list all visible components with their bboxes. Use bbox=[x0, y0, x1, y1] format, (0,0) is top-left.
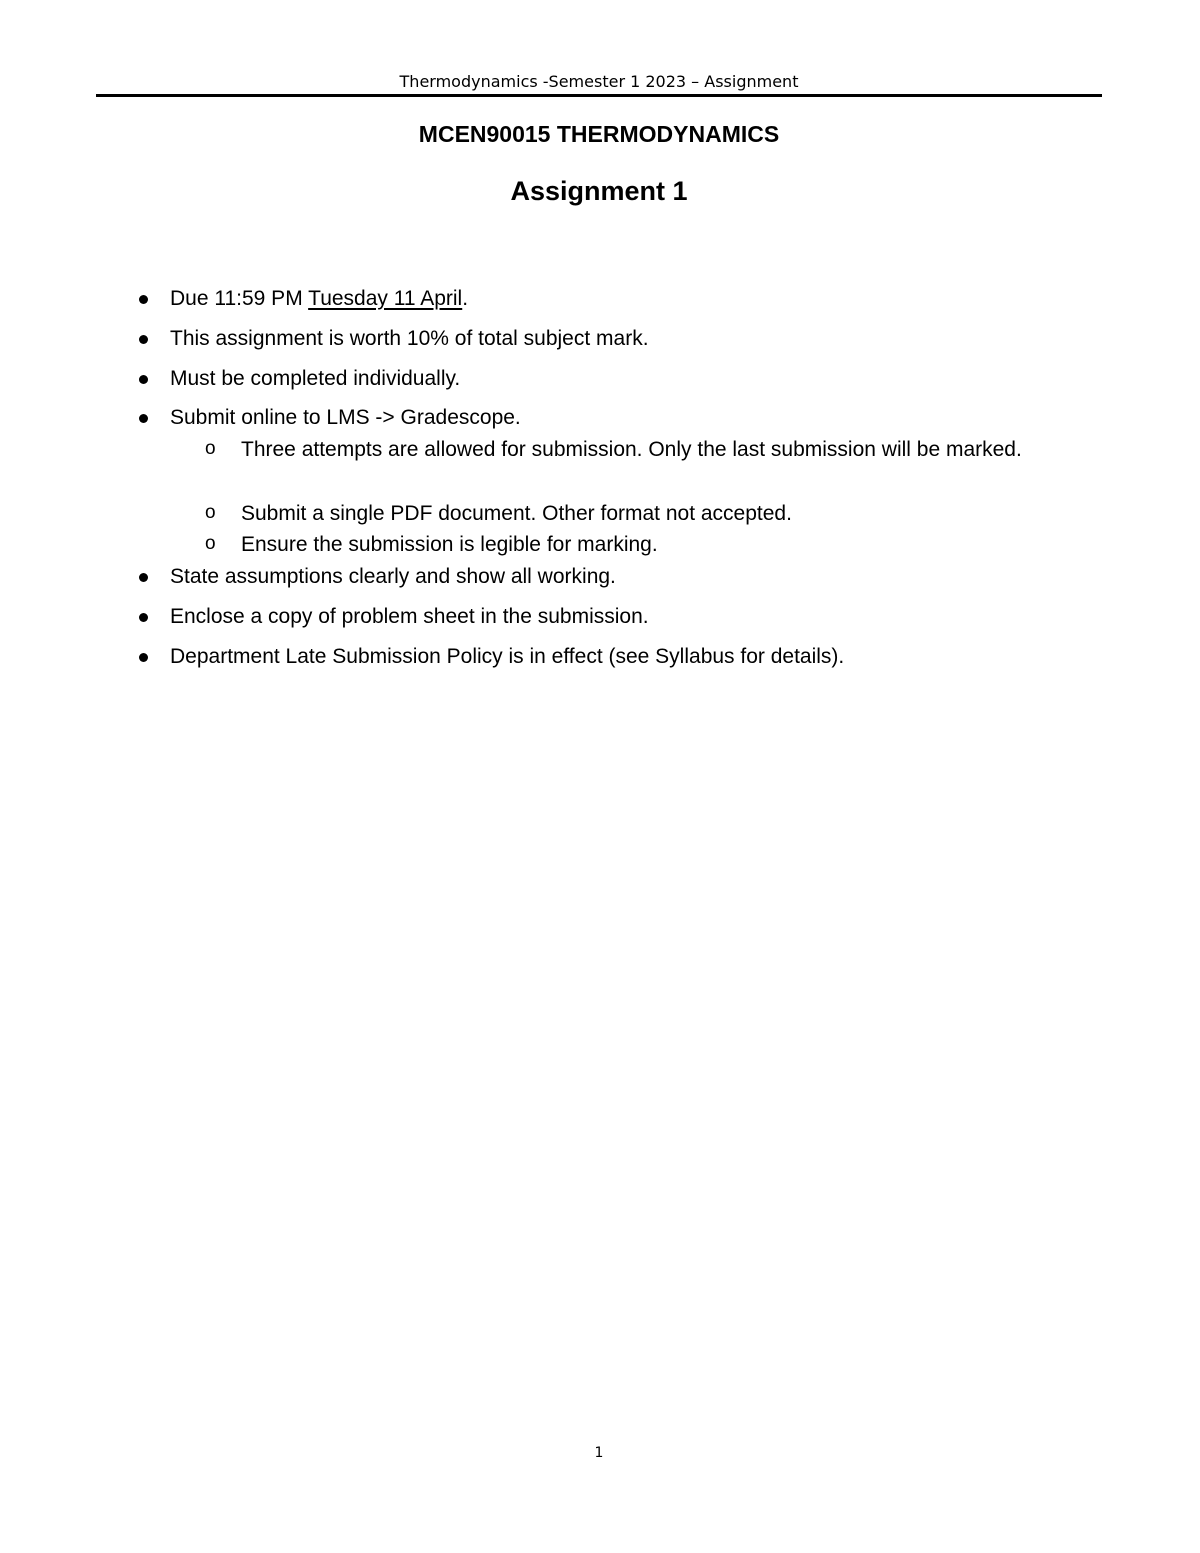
attempts-text: Three attempts are allowed for submission. Only the last submission will be marked. bbox=[241, 438, 1022, 461]
late-policy-text: Department Late Submission Policy is in effect (see Syllabus for details). bbox=[170, 645, 845, 668]
circle-bullet-icon: o bbox=[205, 502, 216, 523]
enclose-text: Enclose a copy of problem sheet in the submission. bbox=[170, 605, 649, 628]
bullet-icon bbox=[139, 335, 148, 344]
circle-bullet-icon: o bbox=[205, 533, 216, 554]
legible-text: Ensure the submission is legible for marking. bbox=[241, 533, 658, 556]
running-header: Thermodynamics -Semester 1 2023 – Assignment bbox=[399, 72, 799, 91]
assignment-title: Assignment 1 bbox=[510, 176, 688, 206]
course-title: MCEN90015 THERMODYNAMICS bbox=[418, 121, 780, 147]
bullet-icon bbox=[139, 295, 148, 304]
page-number: 1 bbox=[594, 1445, 604, 1461]
individual-text: Must be completed individually. bbox=[170, 367, 461, 390]
submit-text: Submit online to LMS -> Gradescope. bbox=[170, 406, 521, 429]
bullet-icon bbox=[139, 414, 148, 423]
worth-text: This assignment is worth 10% of total subject mark. bbox=[170, 327, 649, 350]
bullet-icon bbox=[139, 653, 148, 662]
bullet-icon bbox=[139, 573, 148, 582]
due-suffix: . bbox=[462, 287, 469, 310]
due-date: Tuesday 11 April bbox=[308, 287, 463, 310]
circle-bullet-icon: o bbox=[205, 438, 216, 459]
due-text bbox=[170, 284, 1060, 314]
bullet-icon bbox=[139, 613, 148, 622]
bullet-icon bbox=[139, 375, 148, 384]
assumptions-text: State assumptions clearly and show all working. bbox=[170, 565, 616, 588]
due-prefix: Due 11:59 PM bbox=[170, 287, 309, 310]
pdf-text: Submit a single PDF document. Other format not accepted. bbox=[241, 502, 792, 525]
